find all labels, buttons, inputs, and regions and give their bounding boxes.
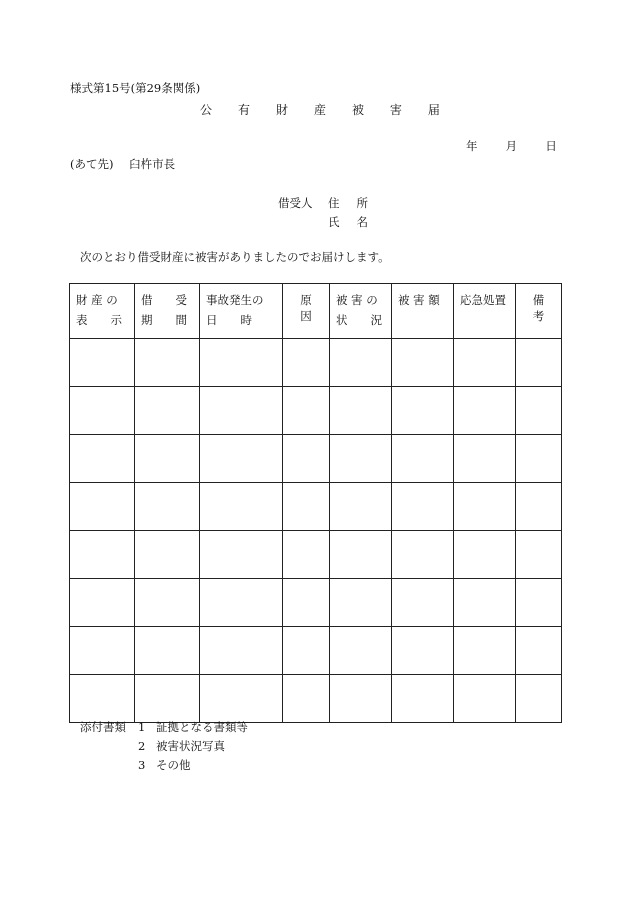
header-damage-status: 被 害 の 状 況 [330, 284, 392, 339]
table-cell[interactable] [454, 531, 516, 579]
table-cell[interactable] [392, 627, 454, 675]
table-row [70, 483, 562, 531]
table-cell[interactable] [454, 435, 516, 483]
table-row [70, 579, 562, 627]
table-cell[interactable] [135, 531, 200, 579]
table-cell[interactable] [330, 675, 392, 723]
table-row [70, 627, 562, 675]
borrower-block [278, 193, 368, 231]
attachment-item: その他 [156, 757, 191, 772]
table-cell[interactable] [135, 579, 200, 627]
table-cell[interactable] [516, 675, 562, 723]
table-cell[interactable] [283, 675, 330, 723]
borrower-label: 借受人 [278, 195, 313, 210]
damage-table [69, 283, 562, 723]
title-char: 届 [427, 103, 440, 117]
table-cell[interactable] [330, 435, 392, 483]
table-cell[interactable] [330, 531, 392, 579]
table-cell[interactable] [454, 627, 516, 675]
date-year-label: 年 [466, 139, 478, 153]
table-cell[interactable] [516, 339, 562, 387]
header-damage-amount: 被 害 額 [392, 284, 454, 339]
address-char: 所 [356, 195, 368, 210]
header-remarks: 備 考 [516, 284, 562, 339]
table-row [70, 387, 562, 435]
table-cell[interactable] [135, 483, 200, 531]
date-month-label: 月 [505, 139, 518, 153]
attachment-item: 証拠となる書類等 [156, 719, 248, 734]
addressee-name: 臼杵市長 [129, 157, 176, 171]
table-cell[interactable] [70, 339, 135, 387]
name-char: 名 [356, 214, 368, 229]
addressee-label: (あて先) [70, 157, 114, 171]
table-cell[interactable] [200, 675, 283, 723]
title-char: 財 [275, 103, 288, 117]
table-cell[interactable] [135, 339, 200, 387]
table-cell[interactable] [392, 435, 454, 483]
table-cell[interactable] [283, 339, 330, 387]
table-cell[interactable] [200, 531, 283, 579]
table-cell[interactable] [200, 579, 283, 627]
table-cell[interactable] [392, 387, 454, 435]
table-cell[interactable] [454, 339, 516, 387]
attachment-num: 1 [138, 719, 146, 734]
title-char: 被 [351, 103, 364, 117]
attachments-label: 添付書類 [80, 719, 126, 734]
table-cell[interactable] [283, 387, 330, 435]
title-char: 有 [237, 103, 250, 117]
table-cell[interactable] [70, 627, 135, 675]
table-cell[interactable] [392, 579, 454, 627]
table-cell[interactable] [454, 483, 516, 531]
table-cell[interactable] [392, 339, 454, 387]
intro-text: 次のとおり借受財産に被害がありましたのでお届けします。 [80, 250, 390, 264]
name-char: 氏 [328, 214, 340, 229]
addressee [70, 156, 175, 172]
table-cell[interactable] [516, 531, 562, 579]
table-cell[interactable] [330, 627, 392, 675]
table-cell[interactable] [454, 387, 516, 435]
table-cell[interactable] [283, 531, 330, 579]
header-emergency: 応急処置 [454, 284, 516, 339]
table-cell[interactable] [200, 387, 283, 435]
table-cell[interactable] [283, 435, 330, 483]
table-cell[interactable] [70, 579, 135, 627]
name-label [328, 214, 368, 230]
address-char: 住 [328, 195, 340, 210]
table-cell[interactable] [70, 531, 135, 579]
table-cell[interactable] [135, 435, 200, 483]
title-char: 公 [200, 103, 213, 117]
form-number: 様式第15号(第29条関係) [70, 81, 201, 95]
table-row [70, 531, 562, 579]
table-cell[interactable] [330, 387, 392, 435]
attachments [80, 717, 248, 774]
table-row [70, 435, 562, 483]
table-cell[interactable] [70, 675, 135, 723]
header-datetime: 事故発生の 日 時 [200, 284, 283, 339]
table-cell[interactable] [516, 483, 562, 531]
table-cell[interactable] [200, 435, 283, 483]
address-label [328, 195, 368, 211]
table-cell[interactable] [516, 435, 562, 483]
table-cell[interactable] [392, 675, 454, 723]
table-cell[interactable] [330, 339, 392, 387]
table-cell[interactable] [516, 387, 562, 435]
table-cell[interactable] [200, 627, 283, 675]
table-cell[interactable] [454, 579, 516, 627]
attachment-num: 3 [138, 757, 146, 772]
table-cell[interactable] [70, 387, 135, 435]
table-row [70, 675, 562, 723]
attachment-num: 2 [138, 738, 146, 753]
table-cell[interactable] [454, 675, 516, 723]
table-cell[interactable] [283, 579, 330, 627]
header-cause: 原 因 [283, 284, 330, 339]
table-cell[interactable] [283, 627, 330, 675]
title-char: 産 [313, 103, 326, 117]
table-cell[interactable] [200, 483, 283, 531]
table-cell[interactable] [70, 435, 135, 483]
table-row [70, 339, 562, 387]
header-period: 借 受 期 間 [135, 284, 200, 339]
table-cell[interactable] [135, 387, 200, 435]
header-property: 財 産 の 表 示 [70, 284, 135, 339]
table-cell[interactable] [200, 339, 283, 387]
table-header-row [70, 284, 562, 339]
table-cell[interactable] [330, 579, 392, 627]
table-cell[interactable] [330, 483, 392, 531]
table-cell[interactable] [283, 483, 330, 531]
table-cell[interactable] [135, 627, 200, 675]
document-title [200, 101, 440, 118]
date-day-label: 日 [545, 139, 557, 153]
title-char: 害 [389, 103, 402, 117]
table-cell[interactable] [516, 579, 562, 627]
table-cell[interactable] [70, 483, 135, 531]
date-line [466, 138, 557, 154]
table-cell[interactable] [392, 483, 454, 531]
table-cell[interactable] [392, 531, 454, 579]
table-cell[interactable] [135, 675, 200, 723]
table-cell[interactable] [516, 627, 562, 675]
attachment-item: 被害状況写真 [156, 738, 225, 753]
